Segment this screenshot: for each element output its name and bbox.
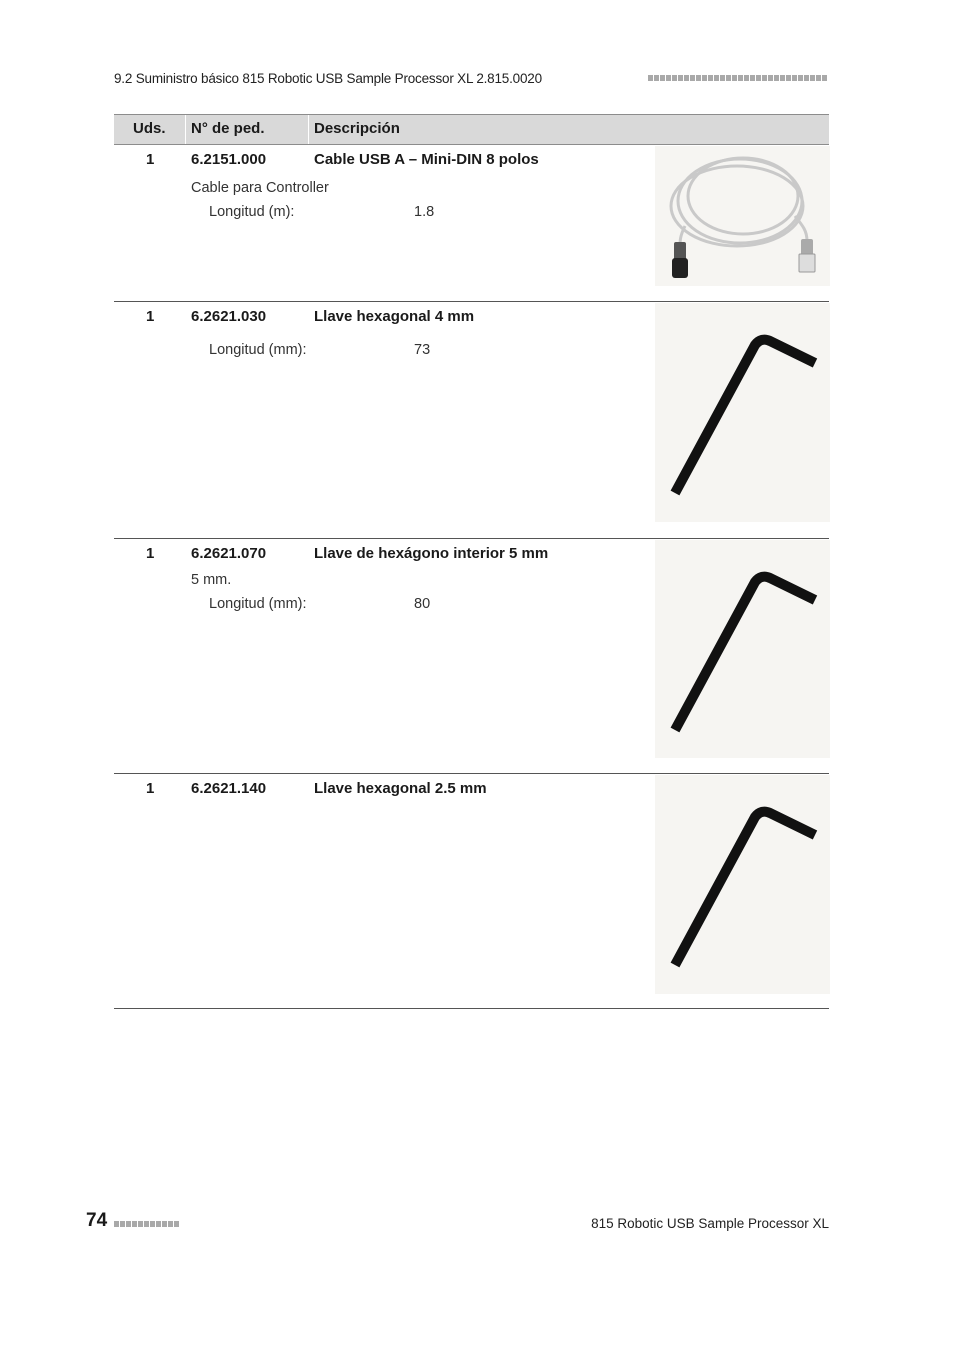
row-order-no: 6.2151.000 [191, 151, 267, 168]
row-order-no: 6.2621.030 [191, 308, 267, 325]
header-decor-squares [648, 75, 827, 81]
row-qty: 1 [146, 308, 155, 325]
row-title: Llave hexagonal 2.5 mm [314, 780, 487, 797]
row-prop-label: Longitud (m): [209, 204, 295, 220]
row-title: Llave hexagonal 4 mm [314, 308, 475, 325]
row-note: 5 mm. [191, 572, 232, 588]
row-order-no: 6.2621.140 [191, 780, 267, 797]
usb-cable-image [655, 146, 830, 286]
hex-key-image [655, 303, 830, 522]
row-title: Cable USB A – Mini-DIN 8 polos [314, 151, 539, 168]
table-header [114, 114, 829, 145]
footer-decor-squares [114, 1221, 179, 1227]
running-header: 9.2 Suministro básico 815 Robotic USB Sample Processor XL 2.815.0020 [114, 71, 542, 86]
row-prop-value: 1.8 [414, 204, 435, 220]
row-qty: 1 [146, 151, 155, 168]
row-order-no: 6.2621.070 [191, 545, 267, 562]
row-prop-label: Longitud (mm): [209, 596, 307, 612]
table-row [114, 145, 829, 302]
table-row [114, 302, 829, 539]
row-prop-label: Longitud (mm): [209, 342, 307, 358]
table-row [114, 539, 829, 774]
row-qty: 1 [146, 780, 155, 797]
row-title: Llave de hexágono interior 5 mm [314, 545, 549, 562]
page-number: 74 [86, 1210, 108, 1231]
table-row [114, 774, 829, 1009]
hex-key-image [655, 540, 830, 758]
column-header-description: Descripción [314, 120, 400, 137]
parts-table [114, 114, 829, 1009]
row-note: Cable para Controller [191, 180, 329, 196]
hex-key-image [655, 775, 830, 994]
column-header-order-no: N° de ped. [191, 120, 265, 137]
column-header-qty: Uds. [133, 120, 166, 137]
running-footer: 815 Robotic USB Sample Processor XL [591, 1216, 829, 1231]
row-prop-value: 73 [414, 342, 431, 358]
row-prop-value: 80 [414, 596, 431, 612]
row-qty: 1 [146, 545, 155, 562]
